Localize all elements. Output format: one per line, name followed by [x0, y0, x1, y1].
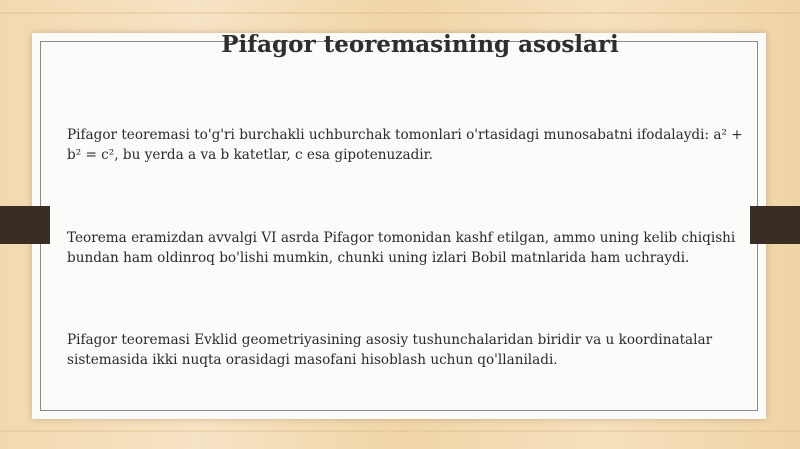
slide-title: Pifagor teoremasining asoslari: [221, 31, 619, 58]
right-ribbon-tab: [750, 206, 800, 244]
wood-grain: [0, 12, 800, 14]
left-ribbon-tab: [0, 206, 50, 244]
paragraph-application: Pifagor teoremasi Evklid geometriyasining asosiy tushunchalaridan biridir va u koordinatalar sistemasida ikki nuqta orasidagi masofani hisoblash uchun qo'llaniladi.: [67, 332, 713, 368]
paragraph-history: Teorema eramizdan avvalgi VI asrda Pifagor tomonidan kashf etilgan, ammo uning kelib chiqishi bundan ham oldinroq bo'lishi mumkin, chunki uning izlari Bobil matnlarida ham uchraydi.: [67, 230, 736, 266]
paragraph-definition: Pifagor teoremasi to'g'ri burchakli uchburchak tomonlari o'rtasidagi munosabatni ifodalaydi: a² + b² = c², bu yerda a va b katetlar, c esa gipotenuzadir.: [67, 127, 743, 163]
wood-grain: [0, 430, 800, 432]
